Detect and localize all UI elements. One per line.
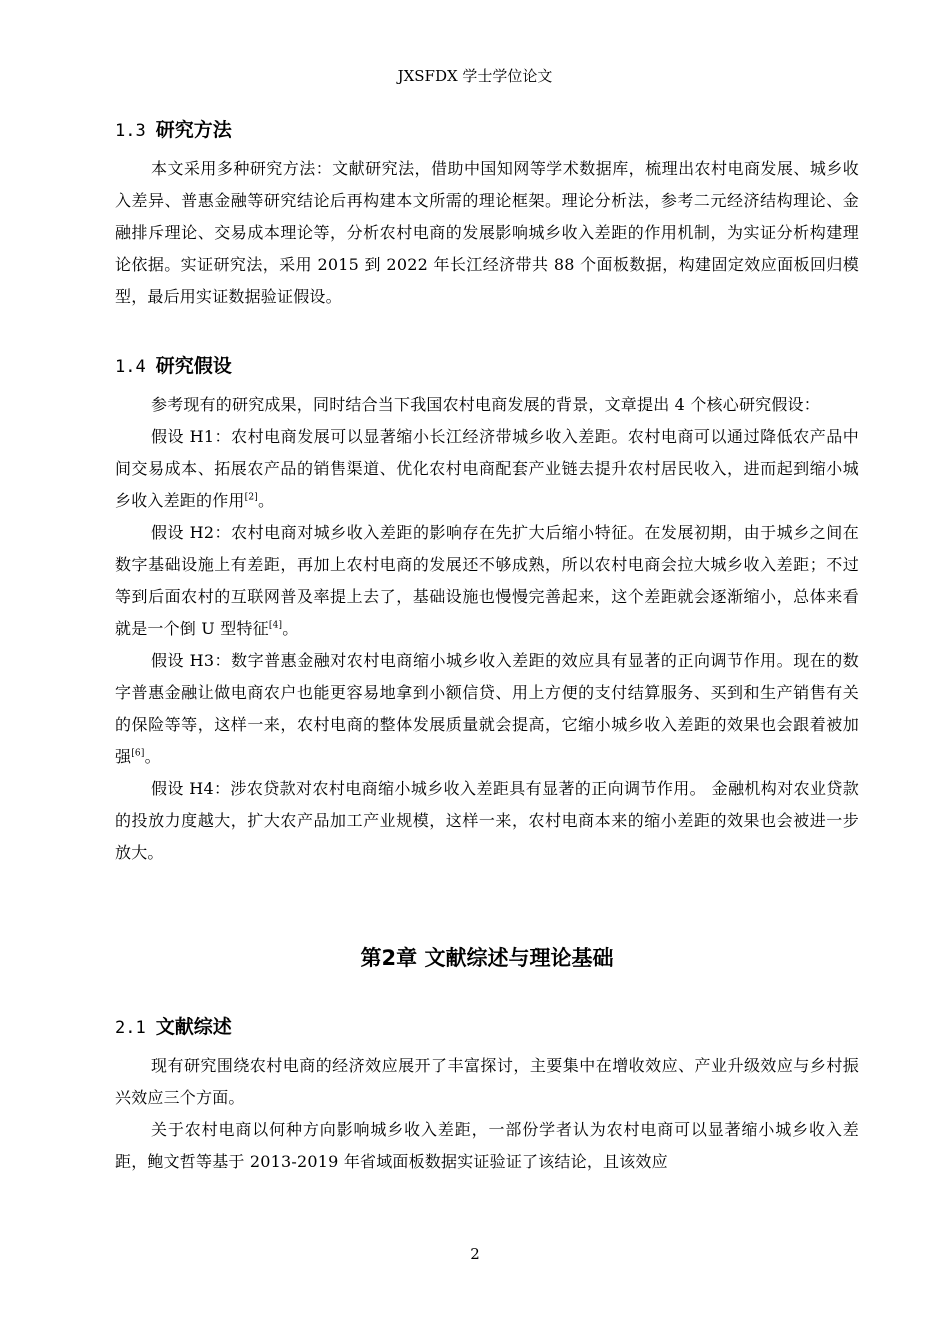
- paragraph-hypothesis-h2: [115, 517, 859, 645]
- hypothesis-h3-text: 假设 H3：数字普惠金融对农村电商缩小城乡收入差距的效应具有显著的正向调节作用。现在的数字普惠金融让做电商农户也能更容易地拿到小额信贷、用上方便的支付结算服务、买到和生产销售有关的保险等等，这样一来，农村电商的整体发展质量就会提高，它缩小城乡收入差距的效果也会跟着被加强: [115, 651, 859, 766]
- section-title: 研究方法: [155, 119, 232, 141]
- section-heading-1-4: [115, 351, 859, 381]
- citation-ref: [2]: [244, 492, 258, 503]
- citation-ref: [6]: [131, 748, 145, 759]
- hypothesis-h2-text: 假设 H2：农村电商对城乡收入差距的影响存在先扩大后缩小特征。在发展初期，由于城乡之间在数字基础设施上有差距，再加上农村电商的发展还不够成熟，所以农村电商会拉大城乡收入差距；不过等到后面农村的互联网普及率提上去了，基础设施也慢慢完善起来，这个差距就会逐渐缩小，总体来看就是一个倒 U 型特征: [115, 523, 859, 638]
- section-title: 研究假设: [155, 355, 232, 377]
- paragraph-hypothesis-h3: [115, 645, 859, 773]
- sentence-end: 。: [282, 619, 299, 638]
- paragraph-literature-direction: 关于农村电商以何种方向影响城乡收入差距，一部份学者认为农村电商可以显著缩小城乡收入差距，鲍文哲等基于 2013-2019 年省域面板数据实证验证了该结论，且该效应: [115, 1120, 859, 1171]
- section-number: 1.3: [115, 121, 146, 141]
- running-header: JXSFDX 学士学位论文: [397, 67, 553, 85]
- page-number: 2: [470, 1245, 480, 1263]
- sentence-end: 。: [144, 747, 161, 766]
- section-heading-2-1: [115, 1012, 859, 1042]
- section-heading-1-3: [115, 115, 859, 145]
- section-number: 2.1: [115, 1018, 146, 1038]
- sentence-end: 。: [257, 491, 275, 510]
- section-number: 1.4: [115, 357, 146, 377]
- paragraph-literature-overview: 现有研究围绕农村电商的经济效应展开了丰富探讨，主要集中在增收效应、产业升级效应与乡村振兴效应三个方面。: [115, 1056, 859, 1107]
- citation-ref: [4]: [268, 620, 283, 631]
- hypothesis-h1-text: 假设 H1：农村电商发展可以显著缩小长江经济带城乡收入差距。农村电商可以通过降低农产品中间交易成本、拓展农产品的销售渠道、优化农村电商配套产业链去提升农村居民收入，进而起到缩小城乡收入差距的作用: [115, 427, 859, 510]
- page-body: [115, 115, 859, 1178]
- paragraph-research-methods: 本文采用多种研究方法：文献研究法，借助中国知网等学术数据库，梳理出农村电商发展、城乡收入差异、普惠金融等研究结论后再构建本文所需的理论框架。理论分析法，参考二元经济结构理论、金融排斥理论、交易成本理论等，分析农村电商的发展影响城乡收入差距的作用机制，为实证分析构建理论依据。实证研究法，采用 2015 到 2022 年长江经济带共 88 个面板数据，构建固定效应面板回归模型，最后用实证数据验证假设。: [115, 159, 859, 306]
- paragraph-hypothesis-h4: 假设 H4：涉农贷款对农村电商缩小城乡收入差距具有显著的正向调节作用。 金融机构对农业贷款的投放力度越大，扩大农产品加工产业规模，这样一来，农村电商本来的缩小差距的效果也会被进一步放大。: [115, 779, 859, 862]
- chapter-title: 第2章 文献综述与理论基础: [360, 946, 614, 970]
- paragraph-hypotheses-intro: 参考现有的研究成果，同时结合当下我国农村电商发展的背景，文章提出 4 个核心研究假设：: [151, 395, 820, 414]
- section-title: 文献综述: [155, 1016, 232, 1038]
- paragraph-hypothesis-h1: [115, 421, 859, 517]
